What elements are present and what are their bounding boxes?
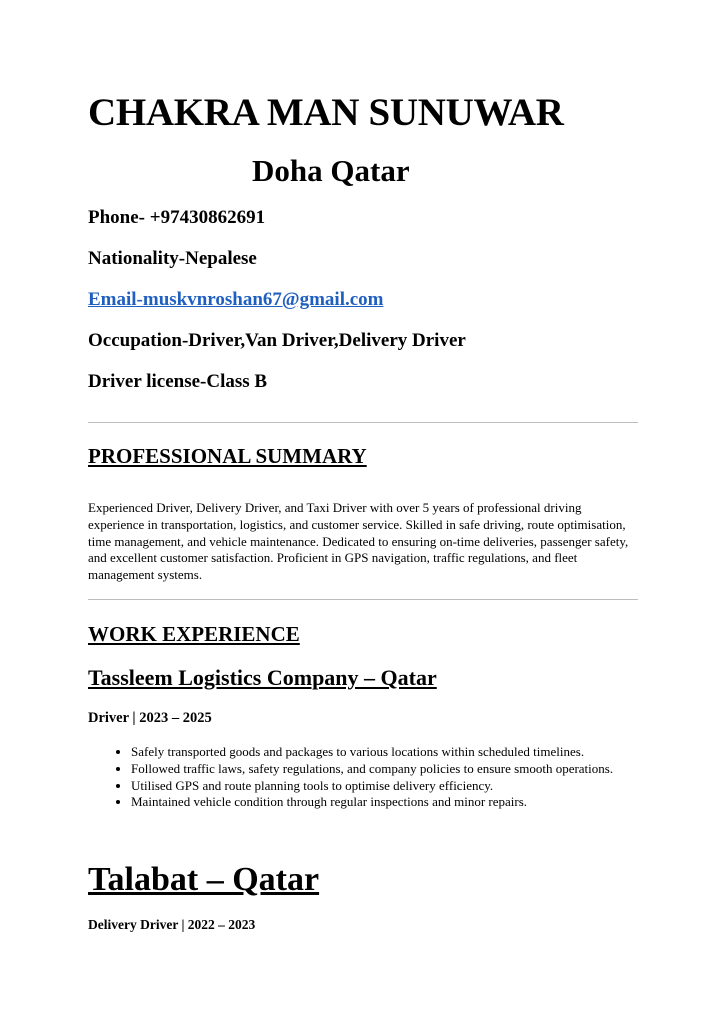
candidate-name: CHAKRA MAN SUNUWAR	[88, 91, 564, 134]
experience-heading: WORK EXPERIENCE	[88, 622, 300, 646]
candidate-location: Doha Qatar	[252, 153, 410, 188]
company-name: Talabat – Qatar	[88, 861, 320, 898]
section-divider	[88, 422, 638, 423]
job-role: Driver | 2023 – 2025	[88, 710, 212, 726]
company-name: Tassleem Logistics Company – Qatar	[88, 665, 437, 690]
phone-line: Phone- +97430862691	[88, 207, 266, 228]
job-bullets	[88, 744, 638, 811]
nationality-line: Nationality-Nepalese	[88, 248, 257, 269]
summary-text: Experienced Driver, Delivery Driver, and Taxi Driver with over 5 years of professional driving experience in transportation, logistics, and customer service. Skilled in safe driving, route optimisation, time management, and vehicle maintenance. Dedicated to ensuring on-time deliveries, passenger safety, and excellent customer satisfaction. Proficient in GPS navigation, traffic regulations, and fleet management systems.	[88, 500, 629, 583]
occupation-line: Occupation-Driver,Van Driver,Delivery Driver	[88, 330, 466, 351]
section-divider	[88, 599, 638, 600]
license-line: Driver license-Class B	[88, 371, 268, 392]
email-link[interactable]: Email-muskvnroshan67@gmail.com	[88, 289, 384, 310]
summary-heading: PROFESSIONAL SUMMARY	[88, 444, 367, 468]
list-item: • Maintained vehicle condition through regular inspections and minor repairs.	[131, 794, 638, 811]
list-item: • Safely transported goods and packages to various locations within scheduled timelines.	[131, 744, 638, 761]
list-item: • Utilised GPS and route planning tools to optimise delivery efficiency.	[131, 778, 638, 795]
list-item: • Followed traffic laws, safety regulations, and company policies to ensure smooth operations.	[131, 761, 638, 778]
job-role: Delivery Driver | 2022 – 2023	[88, 917, 256, 932]
